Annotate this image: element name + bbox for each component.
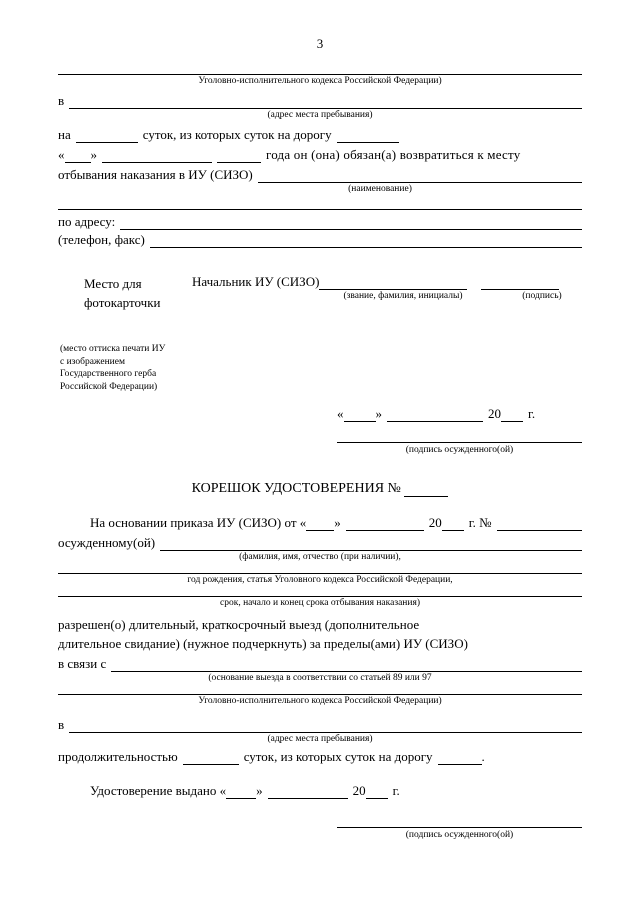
place-input[interactable] bbox=[69, 96, 582, 109]
photo-label-line1: Место для bbox=[84, 275, 142, 291]
month-input[interactable] bbox=[102, 150, 212, 163]
serve-place-input[interactable] bbox=[258, 170, 582, 183]
date-row bbox=[337, 406, 582, 422]
date-quote-open: « bbox=[337, 406, 344, 422]
stub-issued-year-input[interactable] bbox=[366, 785, 388, 798]
stub-issued-month-input[interactable] bbox=[268, 785, 348, 798]
stub-blank-rule-1 bbox=[58, 573, 582, 574]
stub-basis-row bbox=[58, 656, 582, 672]
quote-open: « bbox=[58, 146, 65, 162]
page-number: 3 bbox=[316, 36, 324, 51]
document-body bbox=[0, 74, 640, 840]
photo-label-line2: фотокарточки bbox=[84, 295, 161, 311]
convict-signature-input[interactable] bbox=[337, 442, 582, 443]
stub-issued-g: г. bbox=[392, 782, 400, 798]
address-row bbox=[58, 214, 582, 230]
stub-duration-row bbox=[58, 749, 582, 765]
chief-captions-row bbox=[192, 291, 582, 301]
stub-quote-close: » bbox=[334, 515, 341, 531]
label-phone: (телефон, факс) bbox=[58, 231, 145, 247]
stub-caption-convict-signature: (подпись осужденного(ой) bbox=[405, 829, 514, 840]
caption-rank: (звание, фамилия, инициалы) bbox=[343, 290, 463, 301]
stamp-note-line4: Российской Федерации) bbox=[60, 382, 158, 393]
stub-blank-rule-2 bbox=[58, 596, 582, 597]
stamp-note bbox=[58, 343, 582, 394]
stub-place-row bbox=[58, 717, 582, 733]
stub-issued-label: Удостоверение выдано « bbox=[90, 782, 227, 798]
chief-row bbox=[192, 274, 582, 290]
stub-duration-dot: . bbox=[481, 748, 485, 764]
days-row-text: суток, из которых суток на дорогу bbox=[142, 126, 332, 142]
stub-permission-line2: длительное свидание) (нужное подчеркнуть) за пределы(ами) ИУ (СИЗО) bbox=[58, 636, 468, 652]
caption-signature: (подпись) bbox=[522, 290, 562, 301]
road-days-input[interactable] bbox=[337, 130, 399, 143]
stub-line1-text: На основании приказа ИУ (СИЗО) от « bbox=[90, 515, 307, 531]
quote-close: » bbox=[90, 146, 97, 162]
year-input[interactable] bbox=[217, 150, 261, 163]
stub-signature-block bbox=[58, 827, 582, 840]
date-right-block bbox=[58, 406, 582, 422]
top-blank-rule bbox=[58, 74, 582, 75]
stub-label-v: в bbox=[58, 716, 65, 732]
stub-caption-address: (адрес места пребывания) bbox=[267, 733, 373, 744]
extra-blank-rule bbox=[58, 209, 582, 210]
top-section bbox=[58, 74, 582, 248]
stamp-note-line1: (место оттиска печати ИУ bbox=[60, 343, 166, 354]
address-input[interactable] bbox=[120, 216, 582, 229]
caption-fio: (фамилия, имя, отчество (при наличии), bbox=[239, 552, 401, 563]
stub-basis-input[interactable] bbox=[111, 658, 582, 671]
chief-signature-input[interactable] bbox=[481, 276, 559, 289]
stub-convict-signature-input[interactable] bbox=[337, 827, 582, 828]
stub-issued-day-input[interactable] bbox=[226, 785, 256, 798]
stub-caption-code: Уголовно-исполнительного кодекса Российской Федерации) bbox=[198, 695, 442, 706]
label-na: на bbox=[58, 126, 71, 142]
caption-term: срок, начало и конец срока отбывания наказания) bbox=[220, 597, 420, 608]
label-v: в bbox=[58, 92, 65, 108]
top-caption-code: Уголовно-исполнительного кодекса Российской Федерации) bbox=[198, 76, 442, 86]
stub-year-prefix: 20 bbox=[428, 515, 442, 531]
top-place-row bbox=[58, 93, 582, 109]
caption-birth: год рождения, статья Уголовного кодекса Российской Федерации, bbox=[187, 574, 453, 585]
stub-issued-year-prefix: 20 bbox=[352, 782, 366, 798]
stub-blank-rule-3 bbox=[58, 694, 582, 695]
stub-year-input[interactable] bbox=[442, 518, 464, 531]
photo-placeholder bbox=[58, 274, 192, 313]
stub-order-number-input[interactable] bbox=[497, 518, 582, 531]
return-date-row bbox=[58, 147, 582, 163]
stub-convict-row bbox=[58, 535, 582, 551]
stub-place-input[interactable] bbox=[69, 719, 582, 732]
chief-block bbox=[192, 274, 582, 313]
stub-signature-inner bbox=[337, 827, 582, 840]
serve-place-row bbox=[58, 167, 582, 183]
caption-name: (наименование) bbox=[348, 183, 412, 194]
stub-duration-input[interactable] bbox=[183, 751, 239, 764]
stub-title-row bbox=[58, 481, 582, 497]
stub-issued-row bbox=[58, 783, 582, 799]
date-right-inner bbox=[337, 406, 582, 422]
days-count-input[interactable] bbox=[76, 130, 138, 143]
date-year-input[interactable] bbox=[501, 409, 523, 422]
chief-label: Начальник ИУ (СИЗО) bbox=[192, 273, 320, 289]
caption-convict-signature: (подпись осужденного(ой) bbox=[405, 445, 514, 456]
date-month-input[interactable] bbox=[387, 409, 483, 422]
stub-month-input[interactable] bbox=[346, 518, 424, 531]
stamp-note-line3: Государственного герба bbox=[60, 369, 157, 380]
date-year-suffix: г. bbox=[528, 406, 536, 422]
stub-order-row bbox=[58, 515, 582, 531]
days-row bbox=[58, 127, 582, 143]
stub-day-input[interactable] bbox=[306, 518, 334, 531]
chief-name-input[interactable] bbox=[319, 276, 467, 289]
stub-duration-label: продолжительностью bbox=[58, 748, 178, 764]
phone-input[interactable] bbox=[150, 234, 582, 247]
day-input[interactable] bbox=[65, 150, 91, 163]
caption-basis: (основание выезда в соответствии со статьей 89 или 97 bbox=[208, 672, 432, 683]
convict-signature-block bbox=[58, 442, 582, 455]
stub-convict-input[interactable] bbox=[160, 538, 582, 551]
label-address: по адресу: bbox=[58, 213, 116, 229]
stamp-note-line2: с изображением bbox=[60, 356, 125, 367]
stub-g-number: г. № bbox=[468, 515, 492, 531]
date-quote-close: » bbox=[375, 406, 382, 422]
stub-number-input[interactable] bbox=[404, 483, 448, 497]
stub-title: КОРЕШОК УДОСТОВЕРЕНИЯ № bbox=[191, 481, 401, 497]
return-text: года он (она) обязан(а) возвратиться к месту bbox=[266, 146, 521, 162]
stub-basis-label: в связи с bbox=[58, 655, 107, 671]
stub-permission-line1: разрешен(о) длительный, краткосрочный выезд (дополнительное bbox=[58, 616, 420, 632]
convict-signature-inner bbox=[337, 442, 582, 455]
phone-row bbox=[58, 232, 582, 248]
photo-chief-section bbox=[58, 274, 582, 313]
top-caption-address: (адрес места пребывания) bbox=[267, 109, 373, 120]
stub-duration-text: суток, из которых суток на дорогу bbox=[243, 748, 433, 764]
date-year-prefix: 20 bbox=[488, 406, 501, 422]
stub-road-days-input[interactable] bbox=[438, 751, 482, 764]
stub-issued-quote-close: » bbox=[256, 782, 263, 798]
stub-convict-label: осужденному(ой) bbox=[58, 535, 156, 551]
serve-text: отбывания наказания в ИУ (СИЗО) bbox=[58, 166, 253, 182]
date-day-input[interactable] bbox=[344, 409, 376, 422]
